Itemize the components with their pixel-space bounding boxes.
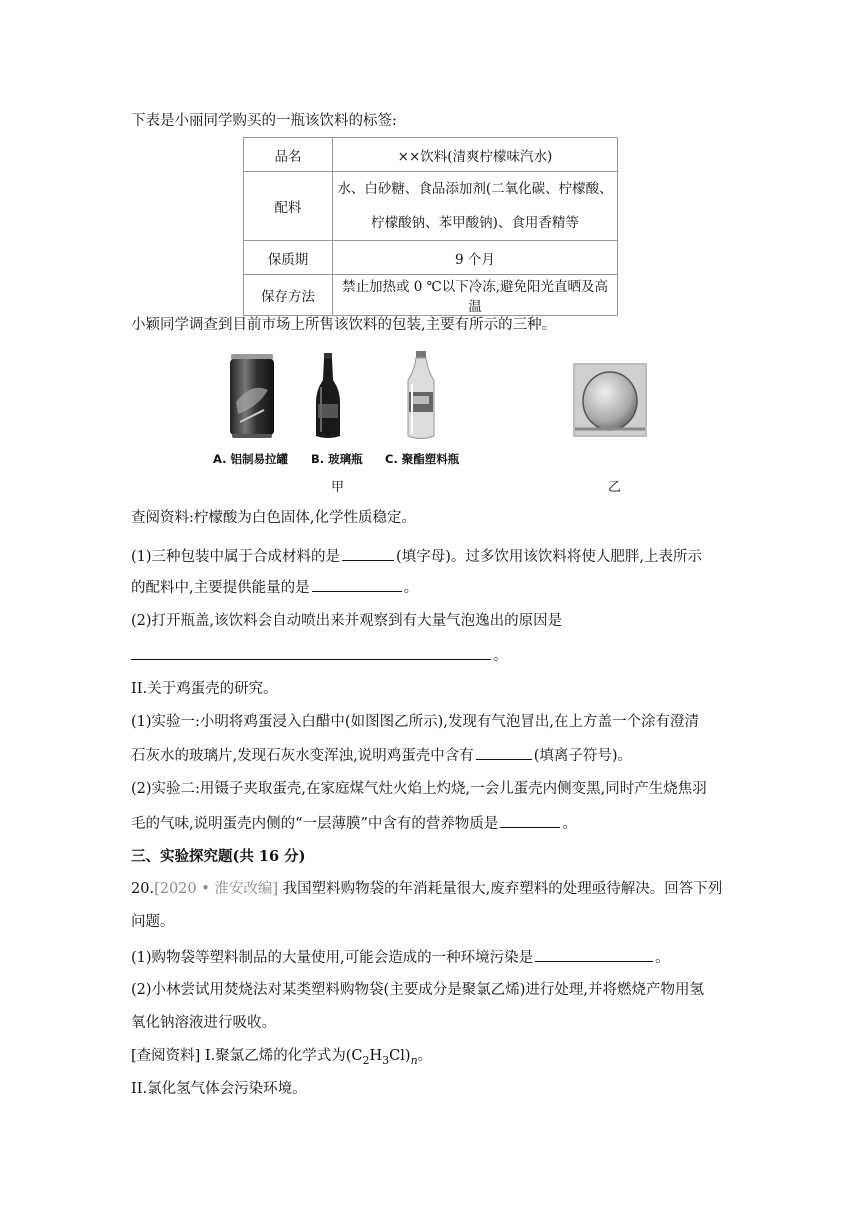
question-2: (2)打开瓶盖,该饮料会自动喷出来并观察到有大量气泡逸出的原因是	[131, 613, 563, 629]
caption-b: B. 玻璃瓶	[311, 452, 363, 466]
reference-text: 查阅资料:柠檬酸为白色固体,化学性质稳定。	[131, 510, 416, 526]
answer-blank	[476, 744, 532, 760]
info-1	[131, 1046, 432, 1071]
subscript: 2	[362, 1053, 370, 1067]
text-segment: 。	[493, 648, 508, 664]
experiment-1-line2	[131, 744, 632, 766]
plastic-bottle-image	[404, 350, 438, 442]
text-segment: 石灰水的玻璃片,发现石灰水变浑浊,说明鸡蛋壳中含有	[131, 748, 474, 764]
question-20-part1	[131, 946, 670, 968]
table-value: 禁止加热或 0 ℃以下冷冻,避免阳光直晒及高温	[333, 275, 618, 316]
text-segment: [查阅资料] I.聚氯乙烯的化学式为(C	[131, 1048, 363, 1064]
answer-blank	[500, 812, 560, 828]
text-segment: 。	[562, 816, 577, 832]
table-row	[244, 241, 618, 275]
answer-blank	[131, 644, 491, 660]
question-20-part2-line1: (2)小林尝试用焚烧法对某类塑料购物袋(主要成分是聚氯乙烯)进行处理,并将燃烧产物用氢	[131, 982, 704, 998]
table-key: 保存方法	[244, 275, 333, 316]
table-key: 配料	[244, 172, 333, 241]
subscript-n: n	[410, 1053, 418, 1067]
table-key: 品名	[244, 138, 333, 172]
experiment-1-line1: (1)实验一:小明将鸡蛋浸入白醋中(如图图乙所示),发现有气泡冒出,在上方盖一个涂有澄清	[131, 714, 699, 730]
intro-text: 下表是小丽同学购买的一瓶该饮料的标签:	[131, 113, 397, 129]
question-20-line1	[131, 879, 722, 899]
table-row	[244, 172, 618, 241]
table-value: ××饮料(清爽柠檬味汽水)	[333, 138, 618, 172]
experiment-2-line2	[131, 812, 577, 834]
text-segment: (填离子符号)。	[533, 748, 633, 764]
info-2: II.氯化氢气体会污染环境。	[131, 1081, 307, 1097]
figure-label-jia: 甲	[331, 480, 345, 495]
text-segment: 的配料中,主要提供能量的是	[131, 580, 310, 596]
experiment-2-line1: (2)实验二:用镊子夹取蛋壳,在家庭煤气灶火焰上灼烧,一会儿蛋壳内侧变黑,同时产生烧焦羽	[131, 781, 707, 797]
question-2-answer-line	[131, 644, 508, 666]
text-segment: (填字母)。过多饮用该饮料将使人肥胖,上表所示	[396, 549, 702, 565]
question-source: [2020 • 淮安改编]	[154, 881, 279, 897]
table-value: 9 个月	[333, 241, 618, 275]
survey-text: 小颖同学调查到目前市场上所售该饮料的包装,主要有所示的三种。	[131, 317, 557, 333]
question-number: 20.	[131, 881, 155, 897]
text-segment: H	[369, 1048, 383, 1064]
text-segment: 毛的气味,说明蛋壳内侧的“一层薄膜”中含有的营养物质是	[131, 816, 499, 832]
table-value	[333, 172, 618, 241]
table-key: 保质期	[244, 241, 333, 275]
table-value-line: 水、白砂糖、食品添加剂(二氧化碳、柠檬酸、	[337, 181, 613, 197]
text-segment: 。	[403, 580, 419, 596]
caption-a: A. 铝制易拉罐	[213, 452, 288, 466]
question-1b	[131, 576, 418, 598]
text-segment: (1)三种包装中属于合成材料的是	[131, 549, 341, 565]
aluminum-can-image	[228, 352, 276, 440]
section-2-title: II.关于鸡蛋壳的研究。	[131, 681, 278, 697]
caption-c: C. 聚酯塑料瓶	[385, 452, 460, 466]
section-3-title: 三、实验探究题(共 16 分)	[131, 848, 306, 865]
answer-blank	[312, 576, 402, 592]
text-segment: 我国塑料购物袋的年消耗量很大,废弃塑料的处理亟待解决。回答下列	[278, 881, 723, 897]
text-segment: (1)购物袋等塑料制品的大量使用,可能会造成的一种环境污染是	[131, 950, 534, 966]
text-segment: Cl)	[389, 1048, 411, 1064]
table-row	[244, 275, 618, 316]
answer-blank	[535, 946, 653, 962]
question-1a	[131, 545, 702, 567]
glass-bottle-image	[313, 352, 343, 440]
egg-in-vinegar-image	[573, 363, 647, 437]
table-value-line: 柠檬酸钠、苯甲酸钠)、食用香精等	[371, 215, 579, 231]
question-20-line2: 问题。	[131, 914, 175, 930]
table-row	[244, 138, 618, 172]
question-20-part2-line2: 氧化钠溶液进行吸收。	[131, 1015, 276, 1031]
text-segment: 。	[417, 1048, 433, 1064]
figure-label-yi: 乙	[608, 480, 622, 495]
subscript: 3	[382, 1053, 390, 1067]
label-table	[243, 137, 618, 316]
text-segment: 。	[655, 950, 670, 966]
answer-blank	[342, 545, 394, 561]
